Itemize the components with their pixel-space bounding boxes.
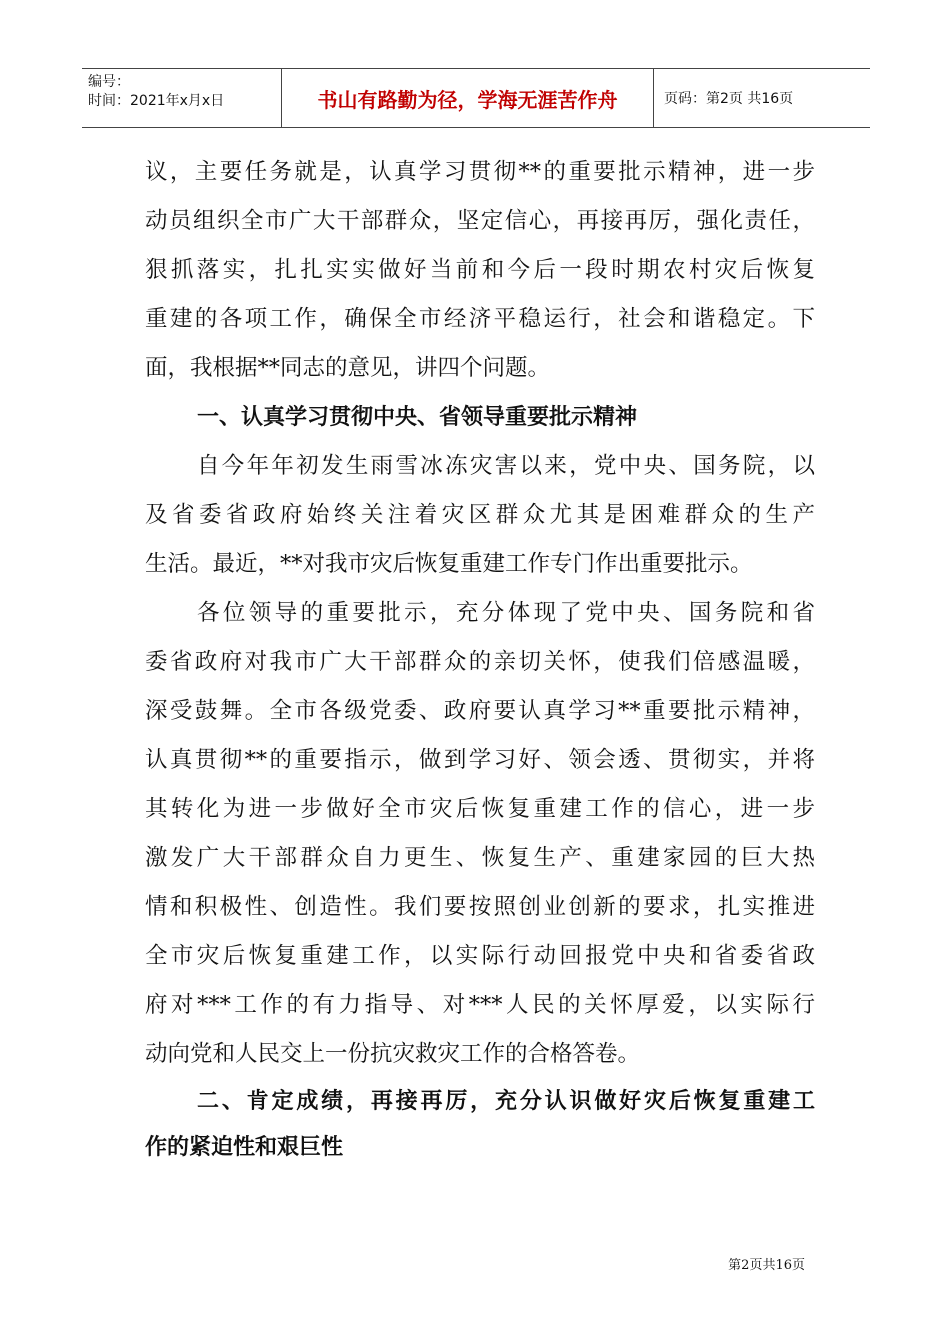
body-line: 狠抓落实，扎扎实实做好当前和今后一段时期农村灾后恢复 (145, 257, 815, 283)
body-line: 深受鼓舞。全市各级党委、政府要认真学习**重要批示精神， (145, 698, 815, 724)
body-line: 情和积极性、创造性。我们要按照创业创新的要求，扎实推进 (145, 894, 815, 920)
body-line: 认真贯彻**的重要指示，做到学习好、领会透、贯彻实，并将 (145, 747, 815, 773)
page-header (82, 68, 870, 128)
body-line: 重建的各项工作，确保全市经济平稳运行，社会和谐稳定。下 (145, 306, 815, 332)
body-line: 各位领导的重要批示，充分体现了党中央、国务院和省 (197, 600, 815, 626)
page-footer: 第2页共16页 (728, 1258, 805, 1273)
body-line: 动向党和人民交上一份抗灾救灾工作的合格答卷。 (145, 1041, 641, 1067)
body-line: 生活。最近，**对我市灾后恢复重建工作专门作出重要批示。 (145, 551, 753, 577)
body-line: 其转化为进一步做好全市灾后恢复重建工作的信心，进一步 (145, 796, 815, 822)
document-body (145, 148, 815, 1171)
section-heading-1: 一、认真学习贯彻中央、省领导重要批示精神 (197, 405, 638, 430)
body-line: 面，我根据**同志的意见，讲四个问题。 (145, 355, 551, 381)
body-line: 激发广大干部群众自力更生、恢复生产、重建家园的巨大热 (145, 845, 815, 871)
body-line: 委省政府对我市广大干部群众的亲切关怀，使我们倍感温暖， (145, 649, 815, 675)
body-line: 及省委省政府始终关注着灾区群众尤其是困难群众的生产 (145, 502, 815, 528)
header-motto: 书山有路勤为径，学海无涯苦作舟 (282, 69, 654, 127)
section-heading-2-cont: 作的紧迫性和艰巨性 (145, 1135, 344, 1160)
body-line: 议，主要任务就是，认真学习贯彻**的重要批示精神，进一步 (145, 159, 815, 185)
body-line: 动员组织全市广大干部群众，坚定信心，再接再厉，强化责任， (145, 208, 815, 234)
body-line: 全市灾后恢复重建工作，以实际行动回报党中央和省委省政 (145, 943, 815, 969)
header-meta (82, 69, 282, 127)
number-label: 编号： (88, 74, 130, 90)
header-page-info: 页码：第2页 共16页 (664, 91, 794, 107)
body-line: 府对***工作的有力指导、对***人民的关怀厚爱，以实际行 (145, 992, 815, 1018)
time-label: 时间：2021年x月x日 (88, 93, 225, 109)
body-line: 自今年年初发生雨雪冰冻灾害以来，党中央、国务院，以 (197, 453, 815, 479)
section-heading-2: 二、肯定成绩，再接再厉，充分认识做好灾后恢复重建工 (197, 1089, 815, 1114)
